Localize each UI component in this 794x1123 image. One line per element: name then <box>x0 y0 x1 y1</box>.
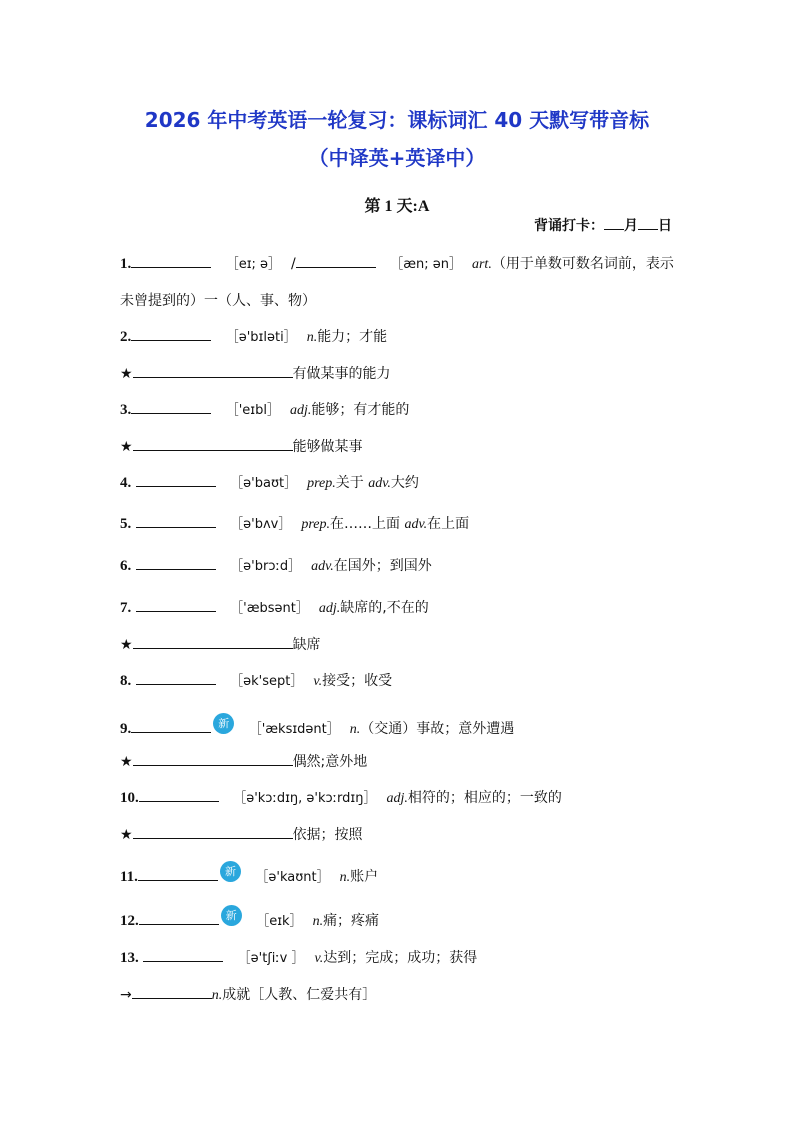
phonetic: ［eɪ; ə］ <box>225 257 282 272</box>
phonetic: ［'eɪbl］ <box>225 403 280 418</box>
part-of-speech: v. <box>313 674 323 689</box>
answer-blank[interactable] <box>136 513 216 528</box>
phonetic: ［ə'kɔːdɪŋ, ə'kɔːrdɪŋ］ <box>233 791 377 806</box>
entry-number: 6. <box>120 558 132 574</box>
part-of-speech: n. <box>306 330 318 345</box>
answer-blank[interactable] <box>136 670 216 685</box>
entry-12 <box>120 905 379 930</box>
entry-7-star <box>120 634 321 654</box>
checkin-month: 月 <box>624 218 638 234</box>
phrase-meaning: 偶然;意外地 <box>292 754 368 770</box>
meaning: 接受；收受 <box>322 673 393 689</box>
entry-number: 1. <box>120 256 132 272</box>
phonetic: ［ə'bɪləti］ <box>225 330 297 345</box>
entry-8 <box>120 670 392 690</box>
meaning: 在……上面 <box>330 516 401 532</box>
phonetic: ［ə'kaʊnt］ <box>255 870 330 885</box>
entry-number: 11. <box>120 869 138 885</box>
entry-1-cont <box>120 290 316 310</box>
day-blank[interactable] <box>638 217 658 230</box>
answer-blank[interactable] <box>131 253 211 268</box>
entry-13 <box>120 947 477 967</box>
star-icon: ★ <box>120 754 133 770</box>
answer-blank[interactable] <box>133 751 293 766</box>
answer-blank[interactable] <box>133 824 293 839</box>
entry-number: 2. <box>120 329 132 345</box>
new-word-badge: 新 <box>220 861 241 882</box>
star-icon: ★ <box>120 637 133 653</box>
part-of-speech: prep. <box>307 476 336 491</box>
part-of-speech: n. <box>211 988 223 1003</box>
answer-blank[interactable] <box>136 597 216 612</box>
arrow-icon: → <box>120 987 132 1003</box>
answer-blank[interactable] <box>136 555 216 570</box>
part-of-speech: n. <box>349 722 361 737</box>
part-of-speech: prep. <box>301 517 331 532</box>
entry-5 <box>120 513 469 533</box>
phonetic: ［æn; ən］ <box>390 257 462 272</box>
star-icon: ★ <box>120 366 133 382</box>
entry-1 <box>120 253 674 273</box>
entry-11 <box>120 861 378 886</box>
entry-number: 3. <box>120 402 132 418</box>
phonetic: ［'æbsənt］ <box>230 601 309 616</box>
meaning-2: 在上面 <box>427 516 470 532</box>
meaning-2: 大约 <box>390 475 419 491</box>
page-title: 2026 年中考英语一轮复习：课标词汇 40 天默写带音标 <box>144 108 650 132</box>
answer-blank[interactable] <box>131 718 211 733</box>
phonetic: ［ə'brɔːd］ <box>230 559 302 574</box>
entry-number: 8. <box>120 673 132 689</box>
answer-blank[interactable] <box>131 399 211 414</box>
part-of-speech: adj. <box>386 791 408 806</box>
entry-number: 10. <box>120 790 139 806</box>
meaning: 关于 <box>335 475 364 491</box>
separator: / <box>291 256 296 272</box>
meaning: 达到；完成；成功；获得 <box>323 950 478 966</box>
checkin-line <box>534 215 672 235</box>
meaning: 痛；疼痛 <box>323 913 380 929</box>
part-of-speech-2: adv. <box>404 517 428 532</box>
phonetic: ［eɪk］ <box>256 914 303 929</box>
part-of-speech: adv. <box>311 559 334 574</box>
month-blank[interactable] <box>604 217 624 230</box>
new-word-badge: 新 <box>221 905 242 926</box>
meaning: 能力；才能 <box>317 329 388 345</box>
part-of-speech: n. <box>339 870 351 885</box>
entry-3-star <box>120 436 363 456</box>
part-of-speech: n. <box>312 914 324 929</box>
answer-blank[interactable] <box>139 787 219 802</box>
entry-2-star <box>120 363 391 383</box>
entry-6 <box>120 555 432 575</box>
phrase-meaning: 能够做某事 <box>292 439 363 455</box>
part-of-speech: adj. <box>289 403 312 418</box>
star-icon: ★ <box>120 827 133 843</box>
part-of-speech: art. <box>471 257 492 272</box>
answer-blank[interactable] <box>133 363 293 378</box>
entry-10-star <box>120 824 363 844</box>
part-of-speech-2: adv. <box>368 476 391 491</box>
entry-9 <box>120 713 514 738</box>
phonetic: ［ə'tʃiːv ］ <box>237 951 305 966</box>
entry-13-derivative <box>120 984 376 1004</box>
entry-number: 7. <box>120 600 132 616</box>
entry-9-star <box>120 751 367 771</box>
page-subtitle: （中译英+英译中） <box>308 146 486 170</box>
meaning: 缺席的,不在的 <box>340 600 429 616</box>
new-word-badge: 新 <box>213 713 234 734</box>
phrase-meaning: 缺席 <box>292 637 321 653</box>
checkin-label: 背诵打卡： <box>534 218 604 234</box>
entry-number: 12. <box>120 913 139 929</box>
derivative-meaning: 成就［人教、仁爱共有］ <box>222 987 377 1003</box>
entry-number: 5. <box>120 516 132 532</box>
answer-blank[interactable] <box>133 436 293 451</box>
entry-number: 13. <box>120 950 139 966</box>
meaning: （交通）事故；意外遭遇 <box>360 721 515 737</box>
meaning-cont: 未曾提到的）一（人、事、物） <box>120 293 316 309</box>
meaning: 在国外；到国外 <box>333 558 432 574</box>
meaning: 账户 <box>350 869 379 885</box>
answer-blank[interactable] <box>132 984 212 999</box>
entry-7 <box>120 597 429 617</box>
checkin-day: 日 <box>658 218 672 234</box>
phrase-meaning: 有做某事的能力 <box>292 366 391 382</box>
day-heading: 第 1 天:A <box>364 198 430 215</box>
answer-blank[interactable] <box>138 866 218 881</box>
meaning: 相符的；相应的；一致的 <box>407 790 562 806</box>
entry-number: 9. <box>120 721 132 737</box>
entry-10 <box>120 787 562 807</box>
meaning: 能够；有才能的 <box>311 402 410 418</box>
answer-blank[interactable] <box>139 910 219 925</box>
entry-4 <box>120 472 419 492</box>
phonetic: ［ə'bʌv］ <box>230 517 292 532</box>
answer-blank[interactable] <box>143 947 223 962</box>
phonetic: ［'æksɪdənt］ <box>248 722 340 737</box>
entry-2 <box>120 326 387 346</box>
answer-blank[interactable] <box>131 326 211 341</box>
entry-number: 4. <box>120 475 132 491</box>
phonetic: ［ə'baʊt］ <box>230 476 298 491</box>
part-of-speech: v. <box>314 951 324 966</box>
star-icon: ★ <box>120 439 133 455</box>
entry-3 <box>120 399 409 419</box>
phrase-meaning: 依据；按照 <box>292 827 363 843</box>
answer-blank[interactable] <box>136 472 216 487</box>
phonetic: ［ək'sept］ <box>230 674 304 689</box>
answer-blank[interactable] <box>133 634 293 649</box>
meaning: （用于单数可数名词前，表示 <box>491 256 674 272</box>
answer-blank[interactable] <box>296 253 376 268</box>
part-of-speech: adj. <box>318 601 341 616</box>
